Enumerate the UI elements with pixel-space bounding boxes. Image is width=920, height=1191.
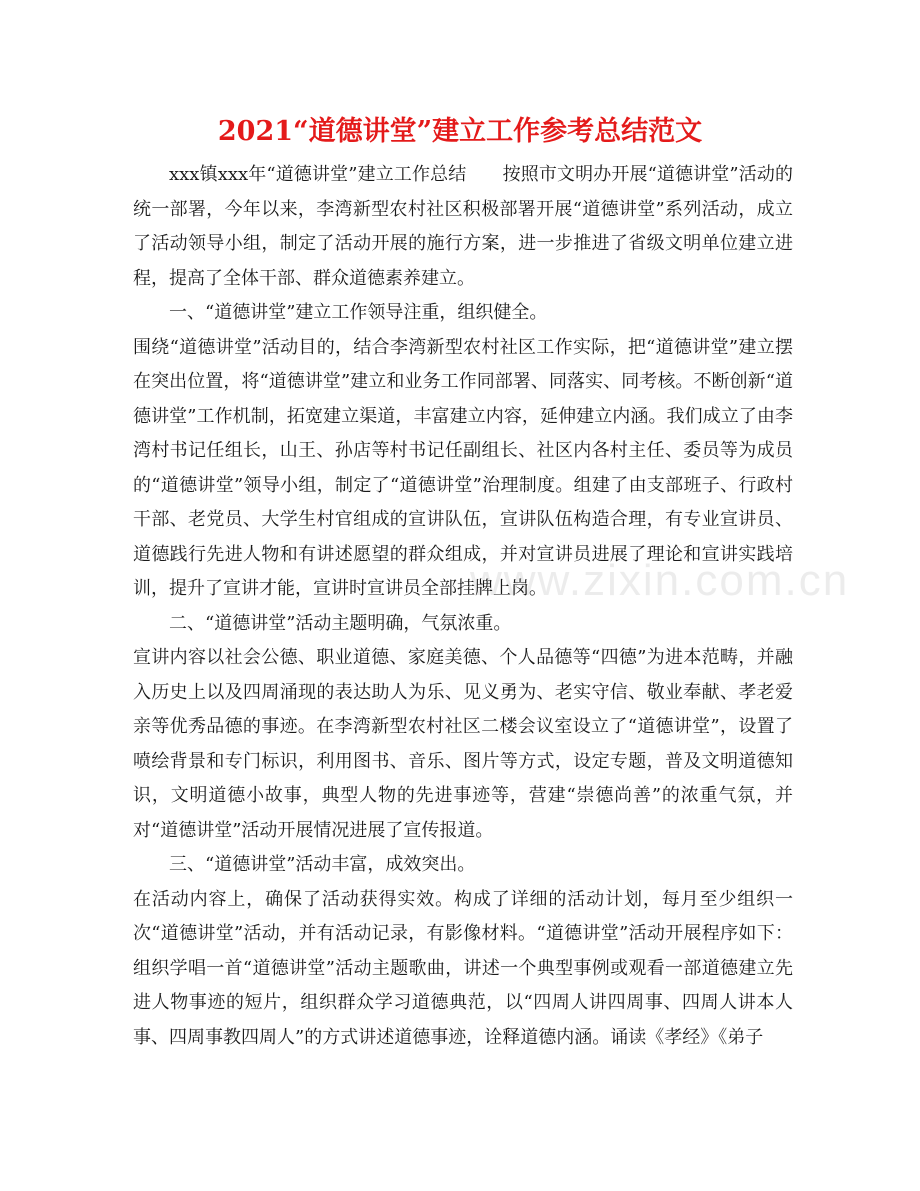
document-title: 2021“道德讲堂”建立工作参考总结范文	[217, 116, 703, 147]
section-2-heading: 二、“道德讲堂”活动主题明确，气氛浓重。	[169, 612, 512, 634]
watermark: www.zixin.com.cn	[470, 556, 850, 605]
section-2-paragraph: 宣讲内容以社会公德、职业道德、家庭美德、个人品德等“四德”为进本范畴，并融入历史上以及四周涌现的表达助人为乐、见义勇为、老实守信、敬业奉献、孝老爱亲等优秀品德的事迹。在李湾新型农村社区二楼会议室设立了“道德讲堂”，设置了喷绘背景和专门标识，利用图书、音乐、图片等方式，设定专题，普及文明道德知识，文明道德小故事，典型人物的先进事迹等，营建“崇德尚善”的浓重气氛，并对“道德讲堂”活动开展情况进展了宣传报道。	[133, 647, 793, 841]
section-1-heading: 一、“道德讲堂”建立工作领导注重，组织健全。	[169, 302, 548, 323]
section-1-paragraph: 围绕“道德讲堂”活动目的，结合李湾新型农村社区工作实际，把“道德讲堂”建立摆在突出位置，将“道德讲堂”建立和业务工作同部署、同落实、同考核。不断创新“道德讲堂”工作机制，拓宽建立渠道，丰富建立内容，延伸建立内涵。我们成立了由李湾村书记任组长，山王、孙店等村书记任副组长、社区内各村主任、委员等为成员的“道德讲堂”领导小组，制定了“道德讲堂”治理制度。组建了由支部班子、行政村干部、老党员、大学生村官组成的宣讲队伍，宣讲队伍构造合理，有专业宣讲员、道德践行先进人物和有讲述愿望的群众组成，并对宣讲员进展了理论和宣讲实践培训，提升了宣讲才能，宣讲时宣讲员全部挂牌上岗。	[133, 336, 793, 599]
document-body	[133, 158, 793, 1055]
intro-paragraph: xxx镇xxx年“道德讲堂”建立工作总结 按照市文明办开展“道德讲堂”活动的统一部署，今年以来，李湾新型农村社区积极部署开展“道德讲堂”系列活动，成立了活动领导小组，制定了活动开展的施行方案，进一步推进了省级文明单位建立进程，提高了全体干部、群众道德素养建立。	[133, 164, 793, 289]
section-3-heading: 三、“道德讲堂”活动丰富，成效突出。	[169, 854, 476, 875]
section-3-paragraph: 在活动内容上，确保了活动获得实效。构成了详细的活动计划，每月至少组织一次“道德讲堂”活动，并有活动记录，有影像材料。“道德讲堂”活动开展程序如下：组织学唱一首“道德讲堂”活动主题歌曲，讲述一个典型事例或观看一部道德建立先进人物事迹的短片，组织群众学习道德典范，以“四周人讲四周事、四周人讲本人事、四周事教四周人”的方式讲述道德事迹，诠释道德内涵。诵读《孝经》《弟子	[133, 888, 793, 1048]
